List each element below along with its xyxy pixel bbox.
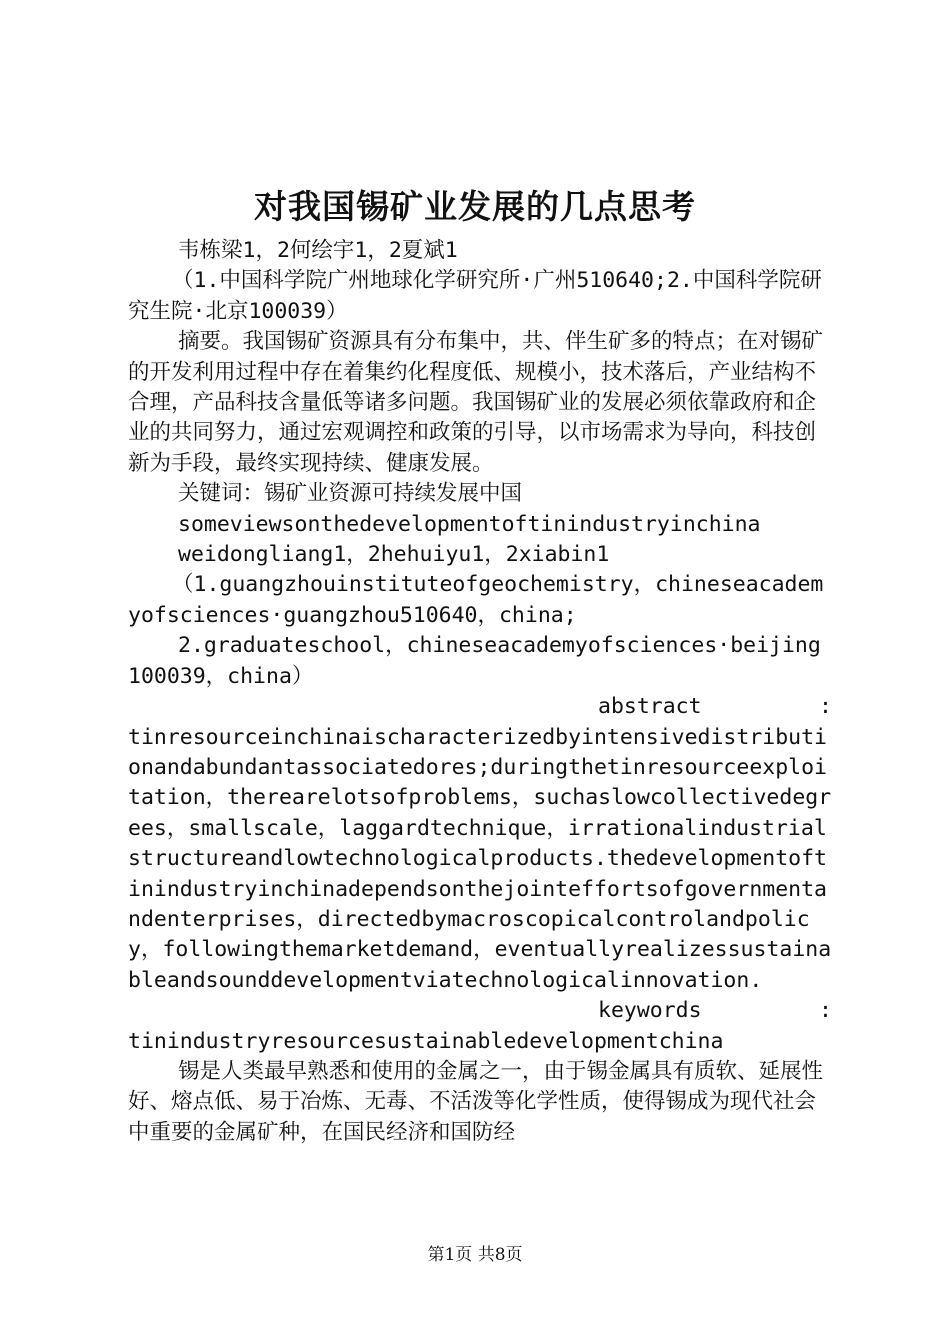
- affiliation-en-1: （1.guangzhouinstituteofgeochemistry，chineseacademyofsciences·guangzhou510640，china;: [128, 572, 824, 628]
- abstract-en-colon: :: [819, 694, 832, 720]
- page-indicator: 第1页 共8页: [427, 1245, 523, 1265]
- abstract-en-label: abstract: [598, 694, 702, 720]
- document-title: 对我国锡矿业发展的几点思考: [254, 187, 696, 226]
- abstract-en-heading: [128, 692, 832, 722]
- keywords-cn: 关键词：锡矿业资源可持续发展中国: [178, 481, 523, 507]
- abstract-en: tinresourceinchinaischaracterizedbyintensivedistributionandabundantassociatedores;duringthetinresourceexploitation，therearelotsofproblems，suchaslowcollectivedegrees，smallscale，laggardtechnique，irrationalindustrialstructureandlowtechnologicalproducts.thedevelopmentoftinindustryinchinadependsonthejointeffortsofgovernmentandenterprises，directedbymacroscopicalcontrolandpolicy，followingthemarketdemand，eventuallyrealizessustainableandsounddevelopmentviatechnologicalinnovation.: [128, 724, 832, 993]
- keywords-en-colon: :: [819, 998, 832, 1024]
- title-en: someviewsonthedevelopmentoftinindustryinchina: [178, 511, 761, 537]
- abstract-cn: 摘要。我国锡矿资源具有分布集中，共、伴生矿多的特点；在对锡矿的开发利用过程中存在着集约化程度低、规模小，技术落后，产业结构不合理，产品科技含量低等诸多问题。我国锡矿业的发展必须依靠政府和企业的共同努力，通过宏观调控和政策的引导，以市场需求为导向，科技创新为手段，最终实现持续、健康发展。: [128, 329, 824, 476]
- intro-paragraph: 锡是人类最早熟悉和使用的金属之一，由于锡金属具有质软、延展性好、熔点低、易于冶炼、无毒、不活泼等化学性质，使得锡成为现代社会中重要的金属矿种，在国民经济和国防经: [128, 1058, 824, 1145]
- document-body: [128, 236, 832, 1148]
- keywords-en-label: keywords: [598, 998, 702, 1024]
- authors-en: weidongliang1，2hehuiyu1，2xiabin1: [178, 542, 610, 568]
- affiliation-en-2: 2.graduateschool，chineseacademyofsciences·beijing100039，china）: [128, 633, 821, 689]
- keywords-en-heading: [128, 996, 832, 1026]
- keywords-en: tinindustryresourcesustainabledevelopmentchina: [128, 1028, 724, 1054]
- affiliation-cn: （1.中国科学院广州地球化学研究所·广州510640;2.中国科学院研究生院·北京100039）: [128, 268, 822, 324]
- authors-cn: 韦栋梁1，2何绘宇1，2夏斌1: [178, 238, 458, 263]
